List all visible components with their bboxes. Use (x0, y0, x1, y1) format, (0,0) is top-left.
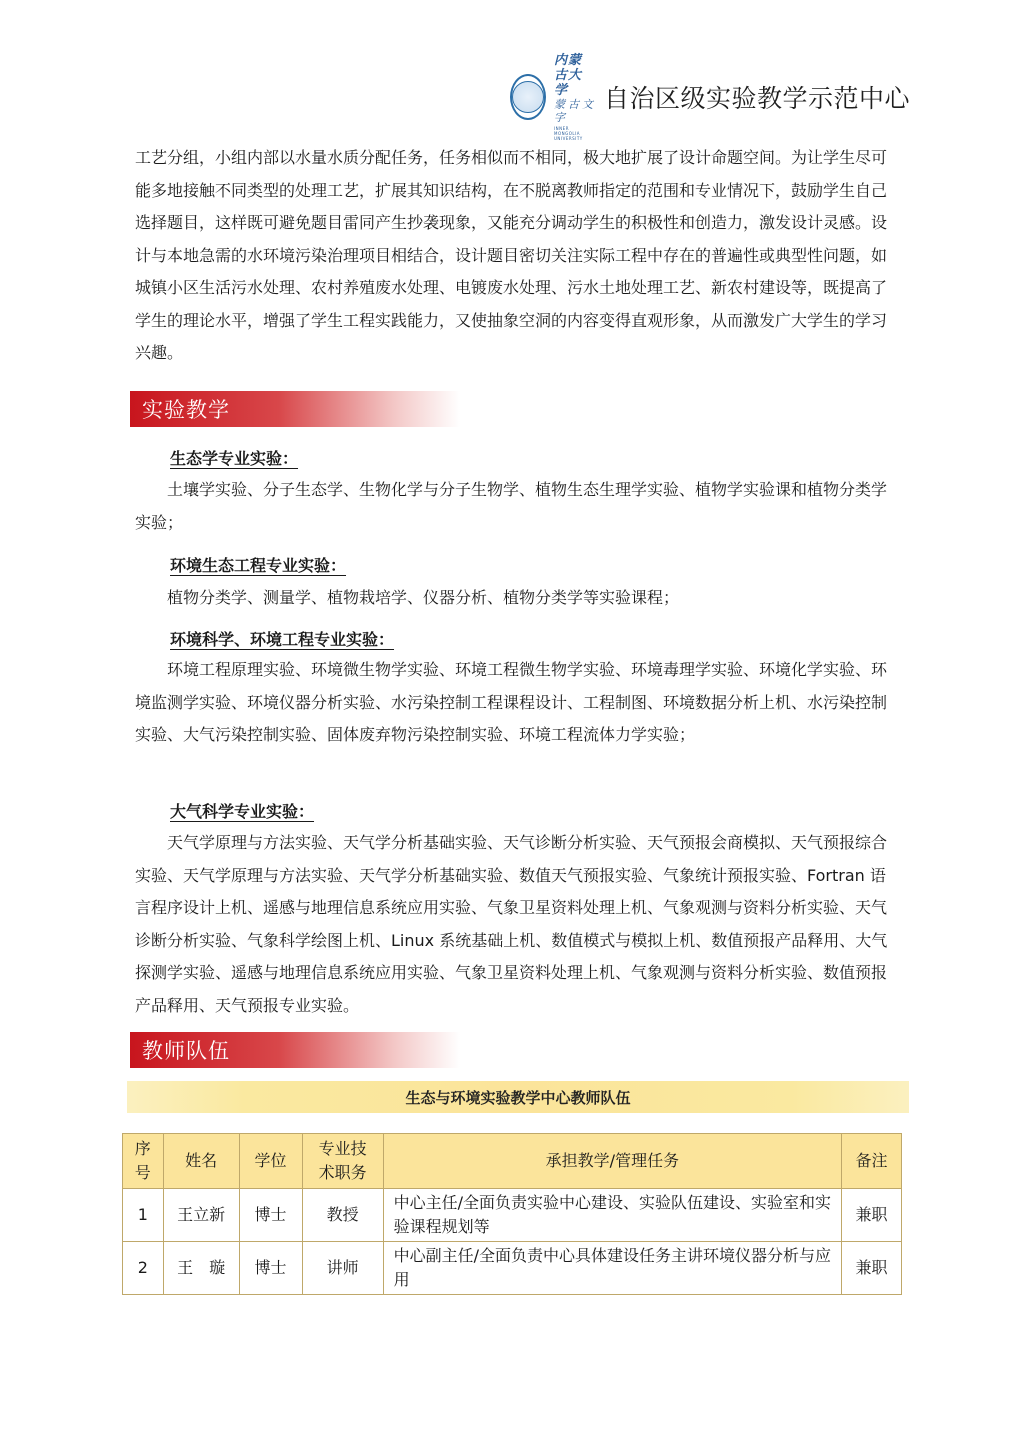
subheading-eco-engineering: 环境生态工程专业实验： (170, 556, 347, 575)
cell-no: 2 (123, 1242, 164, 1295)
content-eco-engineering: 植物分类学、测量学、植物栽培学、仪器分析、植物分类学等实验课程； (167, 588, 680, 607)
content-env-science: 环境工程原理实验、环境微生物学实验、环境工程微生物学实验、环境毒理学实验、环境化学实验、环境监测学实验、环境仪器分析实验、水污染控制工程课程设计、工程制图、环境数据分析上机、水污染控制实验、大气污染控制实验、固体废弃物污染控制实验、环境工程流体力学实验； (135, 660, 888, 744)
col-header-note: 备注 (842, 1134, 902, 1189)
intro-paragraph: 工艺分组，小组内部以水量水质分配任务，任务相似而不相同，极大地扩展了设计命题空间。为让学生尽可能多地接触不同类型的处理工艺，扩展其知识结构，在不脱离教师指定的范围和专业情况下，鼓励学生自己选择题目，这样既可避免题目雷同产生抄袭现象，又能充分调动学生的积极性和创造力，激发设计灵感。设计与本地急需的水环境污染治理项目相结合，设计题目密切关注实际工程中存在的普遍性或典型性问题，如城镇小区生活污水处理、农村养殖废水处理、电镀废水处理、污水土地处理工艺、新农村建设等，既提高了学生的理论水平，增强了学生工程实践能力，又使抽象空洞的内容变得直观形象，从而激发广大学生的学习兴趣。 (135, 148, 888, 362)
cell-degree: 博士 (239, 1242, 302, 1295)
col-header-title: 专业技 术职务 (302, 1134, 383, 1189)
subheading-env-science: 环境科学、环境工程专业实验： (170, 630, 395, 649)
table-row (123, 1242, 902, 1295)
col-header-no: 序 号 (123, 1134, 164, 1189)
staff-table (122, 1133, 902, 1295)
section-bar-team (130, 1032, 460, 1068)
col-header-name: 姓名 (163, 1134, 239, 1189)
cell-name: 王 璇 (163, 1242, 239, 1295)
logo-chinese-text: 内蒙古大学 (554, 53, 583, 98)
university-seal-icon (510, 74, 546, 120)
center-name: 自治区级实验教学示范中心 (603, 84, 910, 113)
section-bar-experiment (130, 391, 460, 427)
cell-note: 兼职 (842, 1242, 902, 1295)
cell-task: 中心副主任/全面负责中心具体建设任务主讲环境仪器分析与应用 (383, 1242, 841, 1295)
section-title-team: 教师队伍 (142, 1039, 230, 1063)
table-title-banner (127, 1081, 909, 1113)
col-header-task: 承担教学/管理任务 (383, 1134, 841, 1189)
subheading-atmospheric: 大气科学专业实验： (170, 802, 315, 821)
cell-title: 讲师 (302, 1242, 383, 1295)
cell-degree: 博士 (239, 1189, 302, 1242)
cell-note: 兼职 (842, 1189, 902, 1242)
col-header-degree: 学位 (239, 1134, 302, 1189)
section-title-experiment: 实验教学 (142, 398, 230, 422)
table-title: 生态与环境实验教学中心教师队伍 (405, 1088, 631, 1107)
cell-title: 教授 (302, 1189, 383, 1242)
university-logo (554, 53, 596, 141)
cell-name: 王立新 (163, 1189, 239, 1242)
content-atmospheric: 天气学原理与方法实验、天气学分析基础实验、天气诊断分析实验、天气预报会商模拟、天气预报综合实验、天气学原理与方法实验、天气学分析基础实验、数值天气预报实验、气象统计预报实验、Fortran 语言程序设计上机、遥感与地理信息系统应用实验、气象卫星资料处理上机、气象观测与资料分析实验、天气诊断分析实验、气象科学绘图上机、Linux 系统基础上机、数值模式与模拟上机、数值预报产品释用、大气探测学实验、遥感与地理信息系统应用实验、气象卫星资料处理上机、气象观测与资料分析实验、数值预报产品释用、天气预报专业实验。 (135, 833, 888, 1015)
cell-no: 1 (123, 1189, 164, 1242)
table-row (123, 1189, 902, 1242)
cell-task: 中心主任/全面负责实验中心建设、实验队伍建设、实验室和实验课程规划等 (383, 1189, 841, 1242)
table-header-row (123, 1134, 902, 1189)
logo-english-text: INNER MONGOLIA UNIVERSITY (554, 126, 583, 141)
page-header (510, 53, 910, 141)
content-ecology: 土壤学实验、分子生态学、生物化学与分子生物学、植物生态生理学实验、植物学实验课和植物分类学实验； (135, 480, 888, 532)
logo-mongolian-text: 蒙古文字 (554, 98, 596, 124)
subheading-ecology: 生态学专业实验： (170, 449, 299, 468)
